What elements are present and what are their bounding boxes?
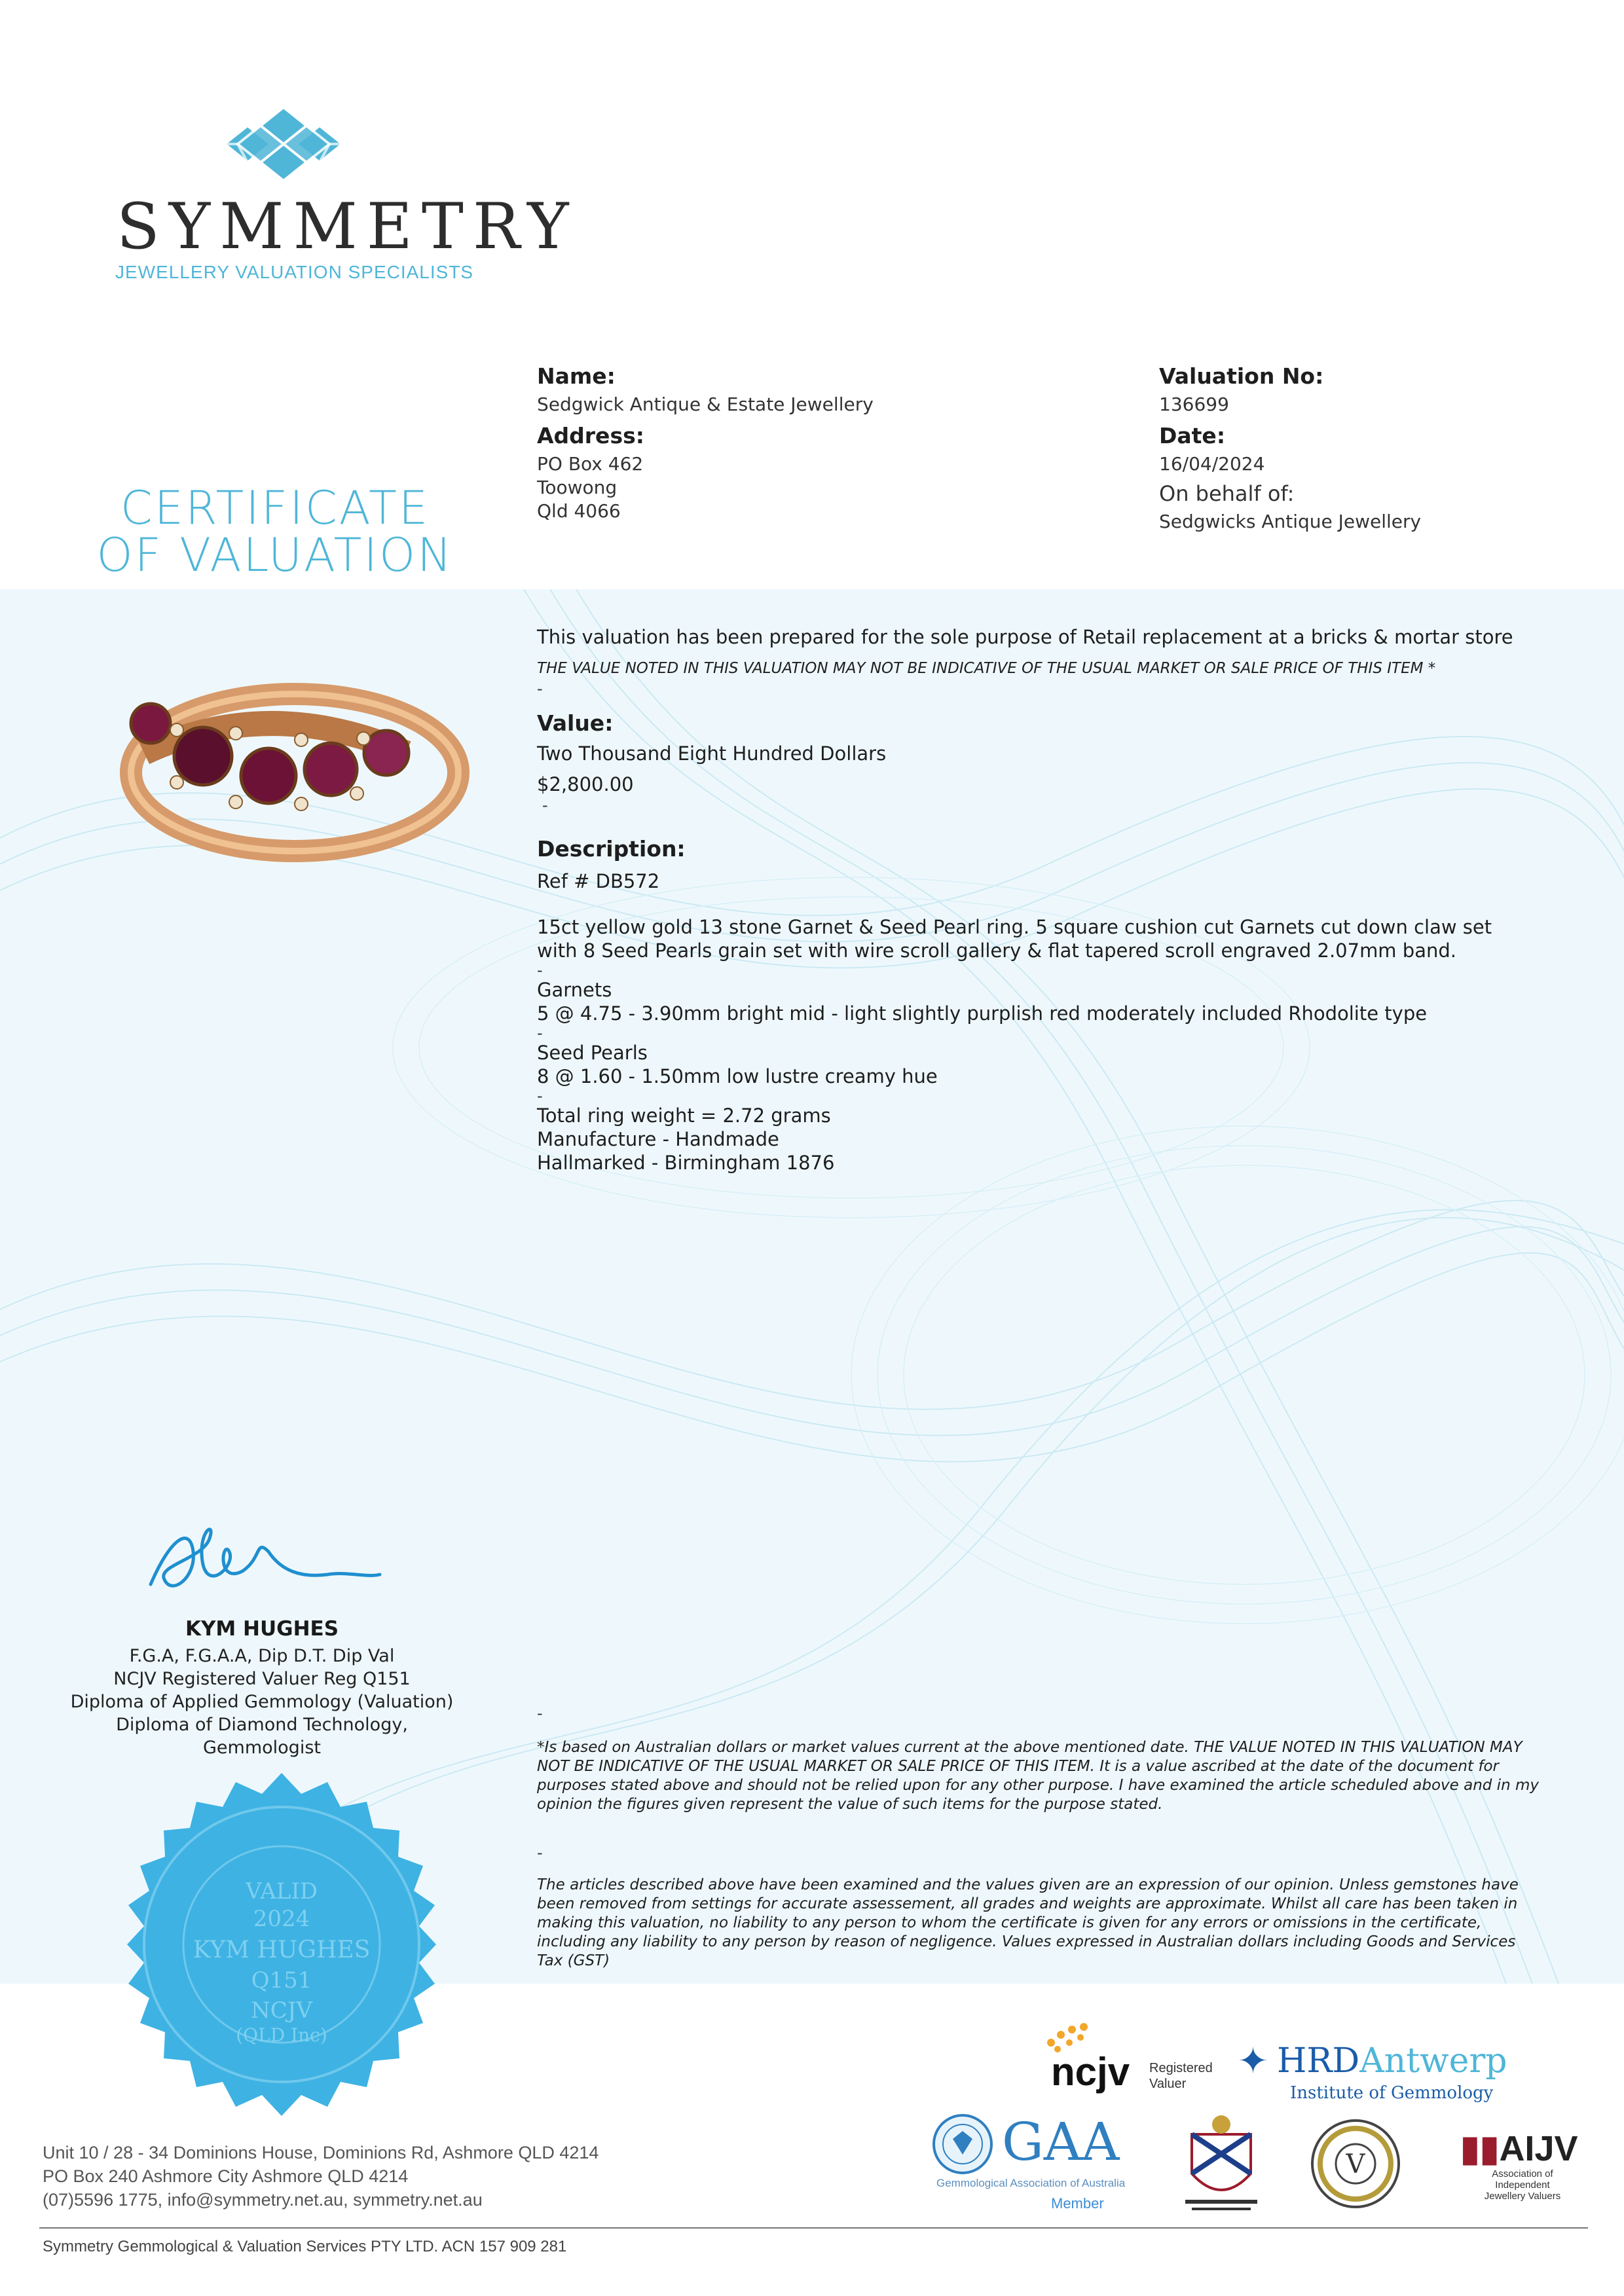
on-behalf-label: On behalf of:: [1159, 481, 1295, 506]
certificate-title-line1: CERTIFICATE: [120, 481, 430, 535]
valuation-number: 136699: [1159, 393, 1229, 415]
separator-dash: -: [537, 1844, 543, 1862]
on-behalf-name: Sedgwicks Antique Jewellery: [1159, 511, 1422, 532]
total-weight: Total ring weight = 2.72 grams: [537, 1104, 831, 1127]
value-words: Two Thousand Eight Hundred Dollars: [537, 742, 887, 765]
hrd-name: HRD: [1277, 2041, 1360, 2081]
seal-state-text: (QLD Inc): [236, 2024, 327, 2046]
garnets-title: Garnets: [537, 979, 612, 1001]
aijv-name: AIJV: [1499, 2129, 1578, 2168]
credential-2: NCJV Registered Valuer Reg Q151: [113, 1669, 411, 1689]
footer-address: [43, 2141, 599, 2212]
aijv-sub1: Association of: [1492, 2168, 1553, 2179]
ncjv-name: ncjv: [1051, 2050, 1130, 2094]
roundel-letter: V: [1346, 2149, 1365, 2179]
seal-valuer-text: KYM HUGHES: [193, 1937, 371, 1963]
reference-number: Ref # DB572: [537, 870, 660, 892]
client-name: Sedgwick Antique & Estate Jewellery: [537, 393, 874, 415]
summary-line-2: with 8 Seed Pearls grain set with wire scroll gallery & flat tapered scroll engraved 2.07mm band.: [537, 939, 1456, 962]
separator-dash: -: [537, 1024, 543, 1042]
name-label: Name:: [537, 363, 616, 389]
separator-dash: -: [537, 1704, 543, 1722]
footer-divider: [39, 2227, 1588, 2229]
seal-year-text: 2024: [253, 1906, 310, 1932]
manufacture: Manufacture - Handmade: [537, 1128, 779, 1150]
valuation-date: 16/04/2024: [1159, 453, 1265, 475]
footer-company: Symmetry Gemmological & Valuation Services PTY LTD. ACN 157 909 281: [43, 2238, 567, 2255]
purpose-disclaimer: THE VALUE NOTED IN THIS VALUATION MAY NOT BE INDICATIVE OF THE USUAL MARKET OR SALE PRICE OF THIS ITEM *: [537, 660, 1436, 677]
pearls-title: Seed Pearls: [537, 1042, 648, 1064]
purpose-statement: This valuation has been prepared for the sole purpose of Retail replacement at a bricks & mortar store: [537, 626, 1513, 648]
gaa-sub: Gemmological Association of Australia: [936, 2177, 1126, 2189]
credential-3: Diploma of Applied Gemmology (Valuation): [70, 1692, 454, 1712]
value-label: Value:: [537, 710, 614, 736]
footer-address-line-1: Unit 10 / 28 - 34 Dominions House, Dominions Rd, Ashmore QLD 4214: [43, 2143, 599, 2162]
ncjv-sub1: Registered: [1149, 2061, 1213, 2075]
gaa-name: GAA: [1002, 2111, 1120, 2172]
separator-dash: -: [537, 680, 543, 698]
date-label: Date:: [1159, 423, 1226, 448]
credential-4: Diploma of Diamond Technology,: [116, 1715, 408, 1735]
liability-disclaimer: The articles described above have been examined and the values given are an expression of our opinion. Unless gemstones have been removed from settings for accurate assessement, all grades and weights are approximate. Whilst all care has been taken in making this valuation, no liability to any person to whom the certificate is given for any errors or omissions in the certificate, including any liability to any person by reason of negligence. Values expressed in Australian dollars including Goods and Services Tax (GST): [537, 1876, 1519, 1969]
brand-tagline: JEWELLERY VALUATION SPECIALISTS: [115, 262, 474, 282]
footer-address-line-2: PO Box 240 Ashmore City Ashmore QLD 4214: [43, 2166, 409, 2186]
gaa-logo: [930, 2111, 1153, 2216]
ncjv-sub2: Valuer: [1149, 2077, 1187, 2091]
footer-address-line-3: (07)5596 1775, info@symmetry.net.au, symmetry.net.au: [43, 2190, 483, 2210]
hrd-star-icon: ✦: [1238, 2040, 1268, 2083]
brand-name: SYMMETRY: [117, 190, 578, 263]
pearls-detail: 8 @ 1.60 - 1.50mm low lustre creamy hue: [537, 1065, 938, 1087]
hallmark: Hallmarked - Birmingham 1876: [537, 1152, 835, 1174]
credential-1: F.G.A, F.G.A.A, Dip D.T. Dip Val: [129, 1646, 395, 1666]
valuer-signature: [131, 1512, 386, 1611]
asterisk-note: *Is based on Australian dollars or market values current at the above mentioned date. THE VALUE NOTED IN THIS VALUATION MAY NOT BE INDICATIVE OF THE USUAL MARKET OR SALE PRICE OF THIS ITEM. It is a value ascribed at the date of the document for purposes stated above and should not be relied upon for any other purpose. I have examined the article scheduled above and in my opinion the figures given represent the value of such items for the purpose stated.: [537, 1739, 1539, 1813]
description-summary: [537, 915, 1585, 1175]
ring-photo: [105, 655, 471, 877]
valuer-block: [52, 1617, 471, 1759]
address-line-2: Toowong: [537, 477, 618, 498]
separator-dash: -: [537, 961, 543, 979]
valuation-info: [1159, 363, 1421, 534]
coat-of-arms-icon: [1179, 2108, 1264, 2219]
summary-line-1: 15ct yellow gold 13 stone Garnet & Seed Pearl ring. 5 square cushion cut Garnets cut down claw set: [537, 916, 1492, 938]
diamond-logo-icon: [208, 105, 359, 187]
valuation-number-label: Valuation No:: [1159, 363, 1324, 389]
hrd-antwerp: Antwerp: [1359, 2041, 1507, 2081]
seal-ncjv-text: NCJV: [251, 1997, 312, 2024]
address-label: Address:: [537, 423, 644, 448]
hrd-antwerp-logo: [1238, 2036, 1526, 2108]
value-amount: $2,800.00: [537, 773, 634, 795]
gaa-member: Member: [1051, 2195, 1104, 2212]
ncjv-logo: [1038, 2016, 1234, 2095]
roundel-emblem-icon: [1310, 2118, 1401, 2210]
address-line-3: Qld 4066: [537, 500, 621, 522]
gaa-emblem-icon: [930, 2111, 995, 2177]
separator-dash: -: [542, 796, 548, 814]
hrd-sub: Institute of Gemmology: [1290, 2083, 1494, 2103]
client-info: [537, 363, 874, 523]
certificate-title-line2: OF VALUATION: [96, 528, 454, 582]
aijv-logo: [1460, 2128, 1578, 2206]
valuer-name: KYM HUGHES: [185, 1617, 339, 1641]
aijv-bars-icon: ▮▮: [1460, 2129, 1500, 2168]
ncjv-seal-icon: [105, 1768, 458, 2121]
separator-dash: -: [537, 1087, 543, 1105]
seal-reg-text: Q151: [251, 1967, 312, 1994]
credential-5: Gemmologist: [203, 1738, 321, 1758]
certificate-title: [65, 481, 485, 582]
seal-valid-text: VALID: [245, 1878, 318, 1904]
description-label: Description:: [537, 836, 686, 862]
address-line-1: PO Box 462: [537, 453, 644, 475]
garnets-detail: 5 @ 4.75 - 3.90mm bright mid - light slightly purplish red moderately included Rhodolite type: [537, 1002, 1428, 1025]
aijv-sub: [1480, 2168, 1565, 2202]
aijv-sub2: Independent: [1495, 2179, 1550, 2191]
aijv-sub3: Jewellery Valuers: [1484, 2191, 1561, 2202]
